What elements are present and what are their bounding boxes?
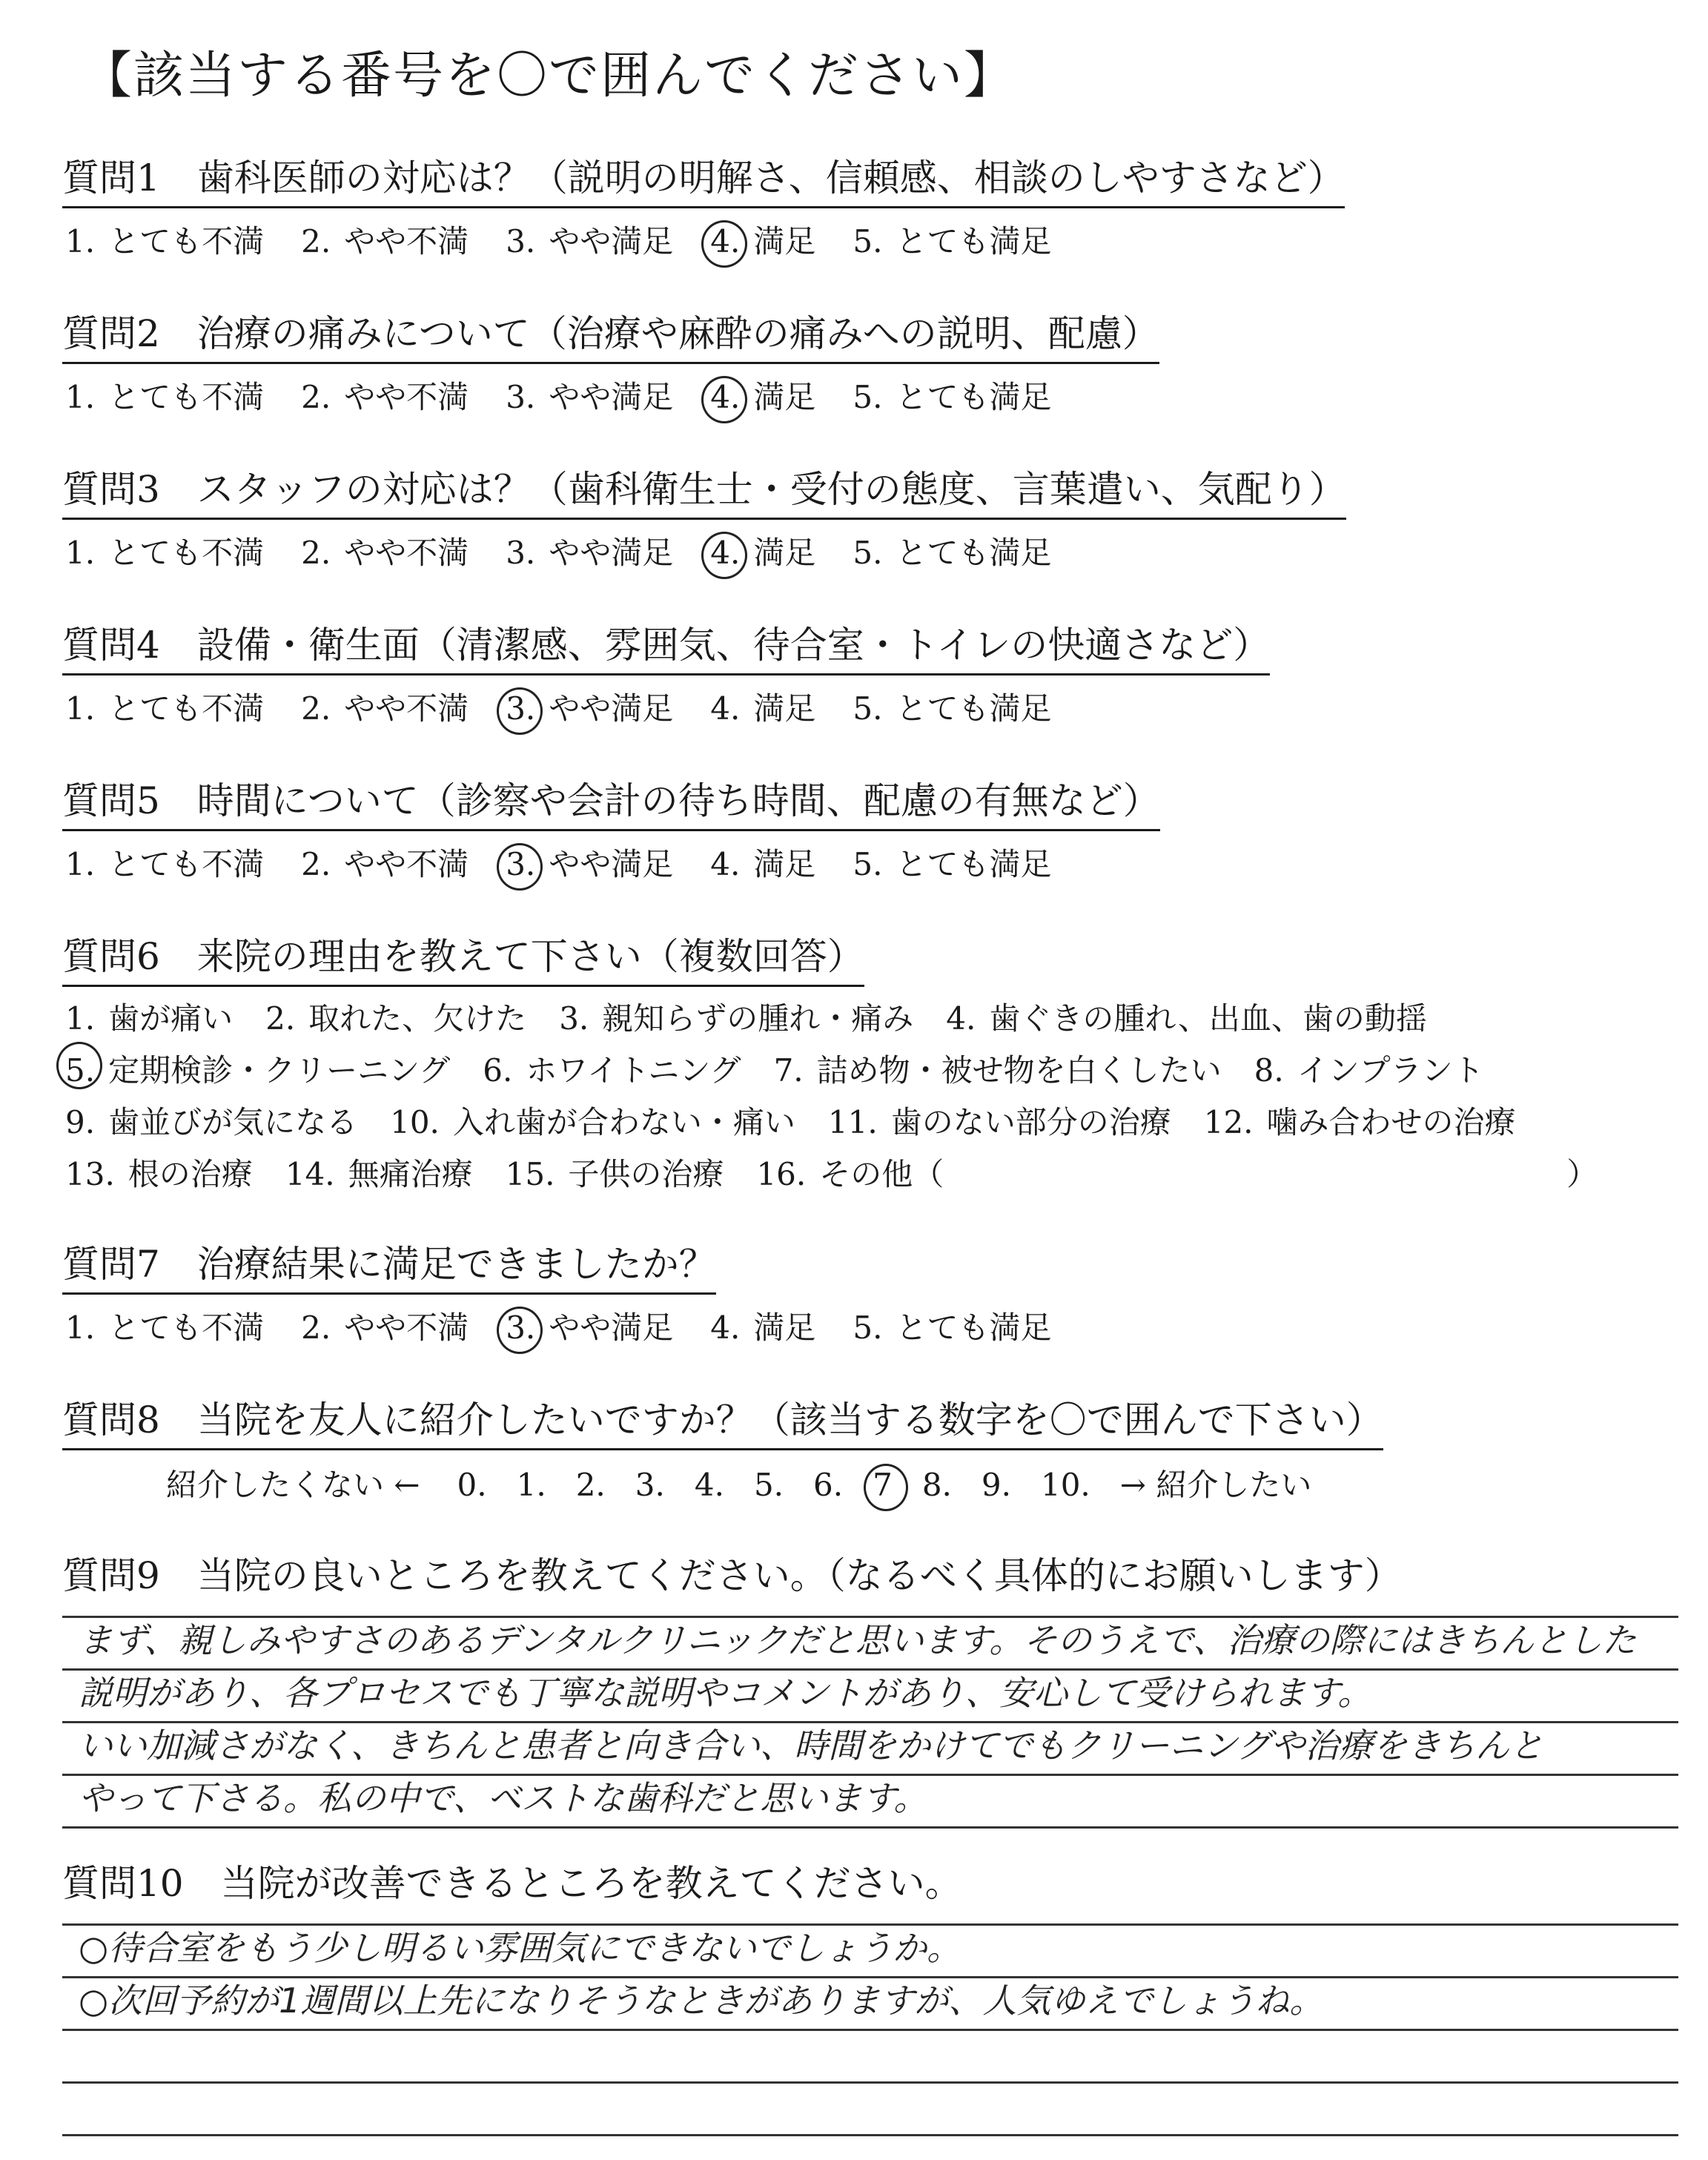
other-close-paren: ）: [1566, 1156, 1598, 1192]
option-label: とても不満: [108, 379, 265, 415]
question-heading: 質問2 治療の痛みについて（治療や麻酔の痛みへの説明、配慮）: [62, 304, 1159, 364]
option-label: とても満足: [896, 846, 1052, 882]
option-number: 1.: [65, 846, 96, 882]
option-label: やや満足: [549, 379, 674, 415]
option-label: やや不満: [344, 846, 469, 882]
option-number-circled: 4.: [707, 535, 743, 571]
handwritten-line[interactable]: ○次回予約が1週間以上先になりそうなときがありますが、人気ゆえでしょうね。: [62, 1978, 1678, 2031]
option-number: 2.: [301, 846, 331, 882]
answer-option[interactable]: [707, 529, 815, 573]
scale-value[interactable]: 9.: [981, 1467, 1011, 1503]
option-number: 1.: [65, 690, 96, 727]
answer-option[interactable]: [480, 1045, 741, 1097]
question-5: [62, 771, 1678, 885]
answer-option[interactable]: [771, 1045, 1222, 1097]
answer-option[interactable]: [282, 1149, 473, 1200]
answer-option[interactable]: [1201, 1097, 1516, 1149]
answer-option[interactable]: [850, 840, 1051, 885]
option-number: 1.: [65, 1000, 96, 1037]
option-label: とても不満: [108, 535, 265, 571]
recommend-scale: [62, 1461, 1678, 1505]
option-number: 2.: [301, 379, 331, 415]
option-number: 2.: [301, 535, 331, 571]
scale-value[interactable]: 4.: [694, 1467, 724, 1503]
option-label: 子供の治療: [568, 1156, 724, 1192]
option-number: 5.: [853, 690, 883, 727]
question-heading: 質問1 歯科医師の対応は？（説明の明解さ、信頼感、相談のしやすさなど）: [62, 148, 1345, 208]
answer-option[interactable]: [503, 373, 673, 417]
option-number: 4.: [710, 846, 741, 882]
option-number: 9.: [65, 1104, 96, 1140]
option-label: とても不満: [108, 846, 265, 882]
question-heading: 質問5 時間について（診察や会計の待ち時間、配慮の有無など）: [62, 771, 1160, 831]
answer-option[interactable]: [850, 529, 1051, 573]
scale-value[interactable]: 0.: [457, 1467, 487, 1503]
option-number: 2.: [301, 690, 331, 727]
scale-value[interactable]: 6.: [813, 1467, 844, 1503]
answer-option[interactable]: [1251, 1045, 1484, 1097]
handwritten-line[interactable]: まず、親しみやすさのあるデンタルクリニックだと思います。そのうえで、治療の際にはきちんとした: [62, 1616, 1678, 1671]
answer-option[interactable]: [298, 840, 469, 885]
handwritten-line[interactable]: [62, 2084, 1678, 2136]
handwritten-answer-area: [62, 1923, 1678, 2136]
option-number: 6.: [483, 1052, 513, 1089]
option-number-circled: 4.: [707, 379, 743, 415]
option-label: 満足: [753, 379, 816, 415]
option-label: やや不満: [344, 1309, 469, 1346]
option-number: 10.: [390, 1104, 440, 1140]
option-label: やや満足: [549, 846, 674, 882]
question-3: [62, 460, 1678, 573]
reason-row: [62, 1097, 1678, 1149]
option-label: 満足: [753, 535, 816, 571]
option-number: 4.: [710, 1309, 741, 1346]
option-label: やや不満: [344, 535, 469, 571]
answer-option[interactable]: [298, 373, 469, 417]
option-number: 13.: [65, 1156, 115, 1192]
reason-row: [62, 1045, 1678, 1097]
handwritten-answer-area: [62, 1616, 1678, 1829]
option-label: 無痛治療: [348, 1156, 473, 1192]
option-label: 親知らずの腫れ・痛み: [602, 1000, 914, 1037]
option-label: やや満足: [549, 1309, 674, 1346]
answer-option[interactable]: [943, 993, 1427, 1045]
question-heading: 質問6 来院の理由を教えて下さい（複数回答）: [62, 927, 864, 987]
option-number: 5.: [853, 1309, 883, 1346]
answer-options: [62, 840, 1678, 885]
option-label: 満足: [753, 1309, 816, 1346]
reason-row: [62, 1149, 1678, 1200]
option-number: 1.: [65, 1309, 96, 1346]
option-label: 詰め物・被せ物を白くしたい: [816, 1052, 1222, 1089]
question-heading: 質問7 治療結果に満足できましたか？: [62, 1235, 716, 1295]
answer-options: [62, 529, 1678, 573]
option-label: とても満足: [896, 1309, 1052, 1346]
option-number: 4.: [946, 1000, 976, 1037]
option-number: 2.: [301, 1309, 331, 1346]
option-number: 4.: [710, 690, 741, 727]
answer-option[interactable]: [298, 529, 469, 573]
answer-option[interactable]: [707, 217, 815, 262]
question-7: [62, 1235, 1678, 1348]
option-label: とても不満: [108, 1309, 265, 1346]
question-2: [62, 304, 1678, 417]
option-label: とても満足: [896, 223, 1052, 260]
answer-option[interactable]: [62, 1045, 450, 1097]
scale-left-label: 紹介したくない ←: [166, 1467, 420, 1503]
answer-option[interactable]: [62, 373, 264, 417]
option-label: その他（: [819, 1156, 944, 1192]
question-6: [62, 927, 1678, 1200]
page-title: 【該当する番号を〇で囲んでください】: [82, 47, 1016, 105]
option-label: とても不満: [108, 223, 265, 260]
answer-options: [62, 217, 1678, 262]
option-number: 14.: [285, 1156, 335, 1192]
answer-option[interactable]: [62, 993, 233, 1045]
option-label: ホワイトニング: [526, 1052, 741, 1089]
answer-option[interactable]: [707, 840, 815, 885]
question-4: [62, 615, 1678, 729]
answer-option[interactable]: [62, 684, 264, 729]
option-label: とても満足: [896, 535, 1052, 571]
scale-value[interactable]: 8.: [921, 1467, 952, 1503]
option-label: やや不満: [344, 223, 469, 260]
option-label: 満足: [753, 223, 816, 260]
handwritten-line[interactable]: [62, 2031, 1678, 2084]
question-1: [62, 148, 1678, 262]
option-label: 取れた、欠けた: [308, 1000, 527, 1037]
option-number: 12.: [1203, 1104, 1254, 1140]
option-label: 噛み合わせの治療: [1266, 1104, 1516, 1140]
answer-option[interactable]: [503, 217, 673, 262]
scale-values: [457, 1467, 1120, 1503]
option-number: 3.: [559, 1000, 589, 1037]
answer-option[interactable]: [825, 1097, 1171, 1149]
answer-option[interactable]: [707, 373, 815, 417]
question-heading: 質問10 当院が改善できるところを教えてください。: [62, 1862, 962, 1905]
option-number: 16.: [756, 1156, 807, 1192]
question-10: [62, 1854, 1678, 2136]
question-heading: 質問3 スタッフの対応は？（歯科衛生士・受付の態度、言葉遣い、気配り）: [62, 460, 1346, 520]
option-label: 根の治療: [128, 1156, 253, 1192]
option-number: 11.: [827, 1104, 878, 1140]
reason-row: [62, 993, 1678, 1045]
option-number: 5.: [853, 379, 883, 415]
answer-option[interactable]: [850, 1304, 1051, 1348]
answer-option[interactable]: [262, 993, 526, 1045]
answer-option[interactable]: [503, 684, 673, 729]
option-number: 3.: [506, 223, 536, 260]
option-number: 1.: [65, 535, 96, 571]
option-label: やや満足: [549, 690, 674, 727]
option-label: とても満足: [896, 690, 1052, 727]
answer-option[interactable]: [503, 529, 673, 573]
option-number: 1.: [65, 379, 96, 415]
option-label: やや満足: [549, 223, 674, 260]
option-label: やや満足: [549, 535, 674, 571]
scale-value[interactable]: 2.: [575, 1467, 606, 1503]
answer-option[interactable]: [62, 1304, 264, 1348]
answer-option[interactable]: [556, 993, 913, 1045]
option-label: 歯並びが気になる: [108, 1104, 358, 1140]
option-label: 歯ぐきの腫れ、出血、歯の動揺: [989, 1000, 1427, 1037]
option-label: インプラント: [1297, 1052, 1484, 1089]
option-label: やや不満: [344, 690, 469, 727]
answer-option[interactable]: [503, 1149, 724, 1200]
option-number: 5.: [853, 223, 883, 260]
handwritten-line[interactable]: ○待合室をもう少し明るい雰囲気にできないでしょうか。: [62, 1923, 1678, 1978]
option-number-circled: 3.: [503, 1309, 538, 1346]
answer-option[interactable]: [503, 1304, 673, 1348]
answer-options: [62, 373, 1678, 417]
answer-option[interactable]: [62, 217, 264, 262]
answer-option[interactable]: [707, 684, 815, 729]
question-9: [62, 1546, 1678, 1829]
option-number: 5.: [853, 535, 883, 571]
answer-option[interactable]: [753, 1149, 944, 1200]
scale-value-circled[interactable]: 7: [873, 1467, 893, 1503]
option-label: 歯のない部分の治療: [890, 1104, 1171, 1140]
option-number: 2.: [265, 1000, 296, 1037]
scale-value[interactable]: 5.: [753, 1467, 784, 1503]
handwritten-line[interactable]: 説明があり、各プロセスでも丁寧な説明やコメントがあり、安心して受けられます。: [62, 1671, 1678, 1723]
answer-option[interactable]: [62, 529, 264, 573]
option-number-circled: 3.: [503, 846, 538, 882]
answer-option[interactable]: [850, 373, 1051, 417]
option-label: とても満足: [896, 379, 1052, 415]
option-label: 満足: [753, 846, 816, 882]
option-label: 歯が痛い: [108, 1000, 234, 1037]
handwritten-line[interactable]: いい加減さがなく、きちんと患者と向き合い、時間をかけてでもクリーニングや治療をきちんと: [62, 1723, 1678, 1776]
question-heading: 質問9 当院の良いところを教えてください。（なるべく具体的にお願いします）: [62, 1554, 1402, 1597]
answer-options: [62, 1304, 1678, 1348]
answer-option[interactable]: [298, 217, 469, 262]
option-number-circled: 3.: [503, 690, 538, 727]
answer-option[interactable]: [707, 1304, 815, 1348]
option-number: 3.: [506, 535, 536, 571]
option-number-circled: 4.: [707, 223, 743, 260]
question-heading: 質問4 設備・衛生面（清潔感、雰囲気、待合室・トイレの快適さなど）: [62, 615, 1270, 676]
reason-options: [62, 993, 1678, 1200]
scale-value[interactable]: 1.: [516, 1467, 546, 1503]
option-label: とても不満: [108, 690, 265, 727]
option-number: 15.: [505, 1156, 555, 1192]
answer-option[interactable]: [62, 1149, 253, 1200]
answer-options: [62, 684, 1678, 729]
option-number: 8.: [1254, 1052, 1284, 1089]
option-label: 入れ歯が合わない・痛い: [452, 1104, 795, 1140]
handwritten-line[interactable]: やって下さる。私の中で、ベストな歯科だと思います。: [62, 1776, 1678, 1829]
option-label: やや不満: [344, 379, 469, 415]
question-heading: 質問8 当院を友人に紹介したいですか？（該当する数字を〇で囲んで下さい）: [62, 1390, 1383, 1450]
answer-option[interactable]: [387, 1097, 795, 1149]
option-number: 7.: [773, 1052, 804, 1089]
answer-option[interactable]: [62, 1097, 357, 1149]
answer-option[interactable]: [503, 840, 673, 885]
scale-right-label: → 紹介したい: [1119, 1467, 1312, 1503]
option-label: 定期検診・クリーニング: [108, 1052, 451, 1089]
answer-option[interactable]: [850, 684, 1051, 729]
option-number: 5.: [853, 846, 883, 882]
scale-value[interactable]: 10.: [1040, 1467, 1090, 1503]
answer-option[interactable]: [62, 840, 264, 885]
option-number-circled: 5.: [62, 1045, 98, 1097]
answer-option[interactable]: [850, 217, 1051, 262]
scale-value[interactable]: 3.: [635, 1467, 665, 1503]
option-label: 満足: [753, 690, 816, 727]
option-number: 3.: [506, 379, 536, 415]
option-number: 2.: [301, 223, 331, 260]
answer-option[interactable]: [298, 684, 469, 729]
answer-option[interactable]: [298, 1304, 469, 1348]
option-number: 1.: [65, 223, 96, 260]
question-8: [62, 1390, 1678, 1505]
